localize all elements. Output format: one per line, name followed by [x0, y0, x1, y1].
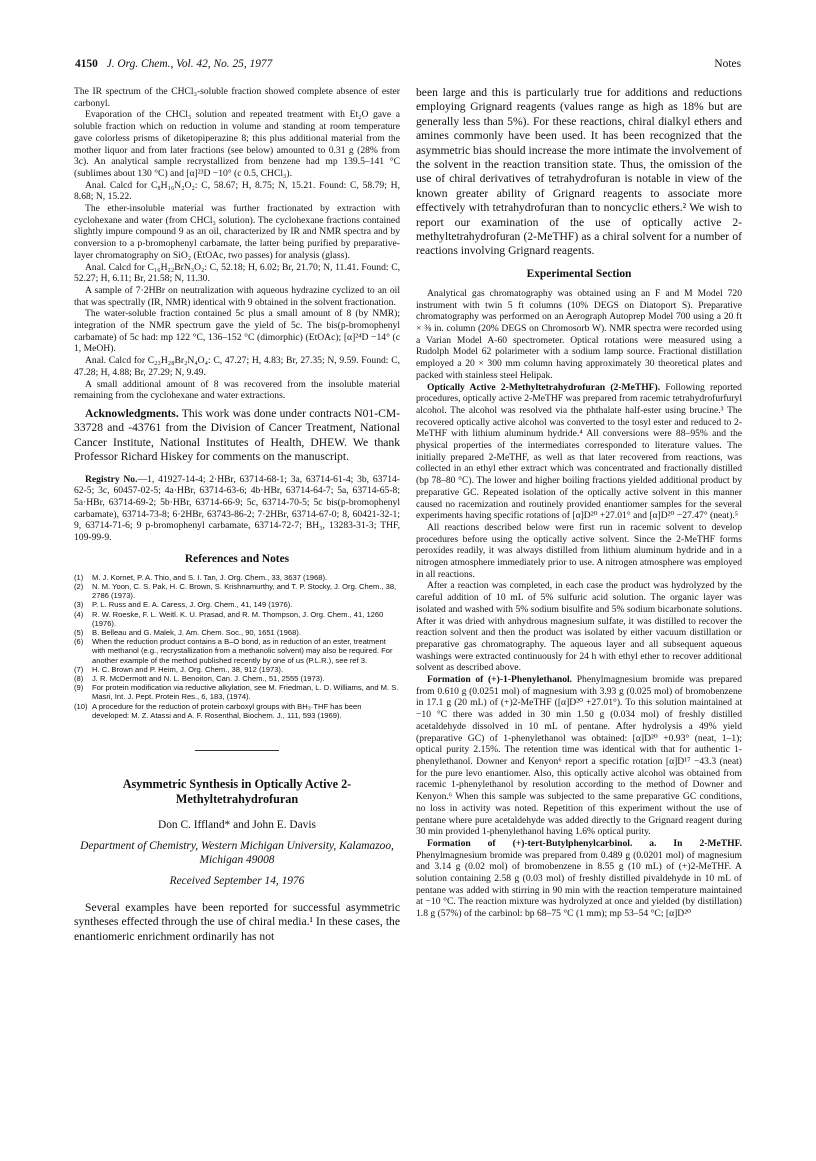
- references-list: [74, 573, 400, 720]
- paragraph: The water-soluble fraction contained 5c plus a small amount of 8 (by NMR); integration of the NMR spectrum gave the yield of 5c. The bis(p-bromophenyl carbamate) of 5c had: mp 122 °C, 136–152 °C (dimorphic) (EtOAc); [α]²⁴D −14° (c 1, MeOH).: [74, 308, 400, 355]
- reference-item: (1) M. J. Kornet, P. A. Thio, and S. I. Tan, J. Org. Chem., 33, 3637 (1968).: [74, 572, 328, 582]
- reference-item: (5) B. Belleau and G. Malek, J. Am. Chem. Soc., 90, 1651 (1968).: [74, 628, 301, 638]
- run-in-heading: Formation of (+)-tert-Butylphenylcarbinol. a. In 2-MeTHF.: [427, 837, 742, 849]
- intro-continued: [416, 86, 742, 259]
- reference-item: (2) N. M. Yoon, C. S. Pak, H. C. Brown, S. Krishnamurthy, and T. P. Stocky, J. Org. Chem., 38, 2786 (1973).: [74, 582, 397, 601]
- paragraph: The ether-insoluble material was further fractionated by extraction with cyclohexane and water (from CHCl₃ solution). The cyclohexane fractions contained slightly impure compound 9 as an oil, characterized by IR and NMR spectra and by conversion to a p-bromophenyl carbamate, the latter being purified by preparative-layer chromatography on SiO₂ (EtOAc, two passes) for analysis (glass).: [74, 203, 400, 261]
- acknowledgments-heading: Acknowledgments.: [85, 406, 179, 420]
- paragraph: Several examples have been reported for successful asymmetric syntheses effected through the use of chiral media.¹ In these cases, the enantiomeric enrichment ordinarily has not: [74, 901, 400, 943]
- paragraph: Anal. Calcd for C₁₆H₂₂BrN₃O₂: C, 52.18; H, 6.02; Br, 21.70; N, 11.41. Found: C, 52.27; H, 6.11; Br, 21.58; N, 11.30.: [74, 261, 400, 285]
- page-number: 4150: [75, 58, 98, 70]
- article-authors: Don C. Iffland* and John E. Davis: [158, 819, 316, 832]
- section-label: Notes: [714, 58, 741, 70]
- author-affiliation: Department of Chemistry, Western Michigan University, Kalamazoo, Michigan 49008: [80, 840, 394, 867]
- acknowledgments-text: This work was done under contracts N01-CM-33728 and -43761 from the Division of Cancer Treatment, National Cancer Institute, National Institutes of Health, DHEW. We thank Professor Richard Hiskey for comments on the manuscript.: [74, 406, 400, 464]
- run-in-heading: Formation of (+)-1-Phenylethanol.: [427, 674, 573, 686]
- reference-item: (7) H. C. Brown and P. Heim, J. Org. Chem., 38, 912 (1973).: [74, 664, 284, 674]
- experimental-section: [416, 288, 742, 920]
- paragraph: After a reaction was completed, in each case the product was hydrolyzed by the careful addition of 10 mL of 5% sulfuric acid solution. The organic layer was isolated and washed with 5% sodium bisulfite and 5% sodium bicarbonate solutions. After it was dried with anhydrous magnesium sulfate, it was distilled to recover the reaction solvent and then the product was isolated by either vacuum distillation or preparative gas chromatography. The aqueous layer and all subsequent aqueous washings were extracted continuously for 24 h with ethyl ether to recover additional solvent as described above.: [416, 580, 742, 674]
- paragraph: Evaporation of the CHCl₃ solution and repeated treatment with Et₂O gave a soluble fraction which on reduction in volume and standing at room temperature gave colorless prisms of diketopiperazine 8; this plus additional material from the mother liquor and from later fractions (see below) amounted to 0.31 g (28% from 3c). An analytical sample recrystallized from benzene had mp 139.5–141 °C (sublimes about 130 °C) and [α]²³D −10° (c 0.5, CHCl₃).: [74, 109, 400, 179]
- right-column: [416, 86, 742, 920]
- acknowledgments: [74, 407, 400, 465]
- registry-numbers: [74, 474, 400, 544]
- article-divider: [195, 750, 279, 751]
- journal-citation: J. Org. Chem., Vol. 42, No. 25, 1977: [106, 58, 273, 70]
- run-in-heading: Optically Active 2-Methyltetrahydrofuran (2-MeTHF).: [427, 381, 661, 393]
- reference-item: (10) A procedure for the reduction of protein carboxyl groups with BH₃·THF has been developed: M. Z. Atassi and A. F. Rosenthal, Biochem. J., 111, 593 (1969).: [74, 701, 362, 720]
- experimental-title: Experimental Section: [526, 267, 632, 280]
- registry-heading: Registry No.: [85, 473, 138, 485]
- reference-item: (9) For protein modification via reductive alkylation, see M. Friedman, L. D. Williams, and M. S. Masri, Int. J. Pept. Protein Res., 6, 183, (1974).: [74, 683, 399, 702]
- left-column: [74, 86, 400, 944]
- references-title: References and Notes: [184, 552, 290, 565]
- paragraph: A sample of 7·2HBr on neutralization with aqueous hydrazine cyclized to an oil that was spectrally (IR, NMR) identical with 9 obtained in the solvent fractionation.: [74, 284, 400, 308]
- reference-item: (8) J. R. McDermott and N. L. Benoiton, Can. J. Chem., 51, 2555 (1973).: [74, 674, 325, 684]
- experimental-continued: [74, 86, 400, 402]
- paragraph: A small additional amount of 8 was recovered from the insoluble material remaining from the cyclohexane and water extractions.: [74, 378, 400, 402]
- running-header: [75, 58, 741, 74]
- paragraph: Analytical gas chromatography was obtained using an F and M Model 720 instrument with twin 5 ft columns (10% DEGS on Diatoport S). Preparative chromatography was performed on an Aerograph Autoprep Model 700 using a 20 ft × ⅜ in. column (20% DEGS on Chromosorb W). NMR spectra were recorded using a Varian Model A-60 spectrometer. Optical rotations were measured using a Rudolph Model 62 polarimeter with a sodium lamp source. Fractional distillation employed a 20 × 300 mm column having approximately 30 theoretical plates and packed with stainless steel Helipak.: [416, 287, 742, 381]
- reference-item: (4) R. W. Roeske, F. L. Weitl. K. U. Prasad, and R. M. Thompson, J. Org. Chem., 41, 1260 (1976).: [74, 609, 384, 628]
- reference-item: (6) When the reduction product contains a B–O bond, as in reduction of an ester, treatment with methanol (e.g., recrystallization from a methanolic solvent) may also be required. For another example of the method published recently by one of us (P.L.R.), see ref 3.: [74, 637, 393, 665]
- paragraph: Optically Active 2-Methyltetrahydrofuran (2-MeTHF). Following reported procedures, optically active 2-MeTHF was prepared from racemic tetrahydrofurfuryl alcohol. The alcohol was resolved via the phthalate half-ester using brucine.³ The recovered optically active alcohol was converted to the tosyl ester and reduced to 2-MeTHF with lithium aluminum hydride.⁴ All conversions were 88–95% and the physical properties of the intermediates corresponded to literature values. The initially prepared 2-MeTHF, as well as that later recovered from reactions, was collected in an ethyl ether extract which was concentrated and fractionally distilled (bp 78–80 °C). The lower and higher boiling fractions yielded additional product by preparative GC. Repeated isolation of the optically active solvent in this manner caused no racemization and routinely provided enantiomer samples for the several experiments having specific rotations of [α]D²⁰ +27.01° and [α]D²⁰ −27.47° (neat).⁵: [416, 381, 742, 522]
- paragraph: Formation of (+)-tert-Butylphenylcarbinol. a. In 2-MeTHF. Phenylmagnesium bromide was prepared from 0.489 g (0.0201 mol) of magnesium and 3.14 g (0.02 mol) of bromobenzene in 8.55 g (10 mL) of (+)2-MeTHF. A solution containing 2.58 g (0.03 mol) of freshly distilled pivaldehyde in 10 mL of pentane was added with stirring in 90 min with the reaction temperature maintained at −10 °C. The reaction mixture was hydrolyzed at once and yielded (by distillation) 1.8 g (57%) of the carbinol: bp 68–75 °C (1 mm); mp 53–54 °C; [α]D²⁰: [416, 837, 742, 920]
- paragraph: The IR spectrum of the CHCl₃-soluble fraction showed complete absence of ester carbonyl.: [74, 86, 400, 109]
- paragraph: All reactions described below were first run in racemic solvent to develop procedures before using the optically active solvent. Since the 2-MeTHF forms peroxides readily, it was always distilled from lithium aluminum hydride and in a nitrogen atmosphere immediately prior to use. A nitrogen atmosphere was employed in all reactions.: [416, 521, 742, 580]
- received-date: Received September 14, 1976: [169, 875, 305, 888]
- paragraph: been large and this is particularly true for additions and reductions employing Grignard reagents (values range as high as 18% but are generally less than 5%). For these reactions, chiral dialkyl ethers and amines commonly have been used. It has been recognized that the asymmetric bias should increase the more intimate the involvement of the solvent in the reaction transition state. Thus, the omission of the use of chiral derivatives of tetrahydrofuran is notable in view of the known greater ability of Grignard reagents to associate more effectively with tetrahydrofuran than to noncyclic ethers.² We wish to report our examination of the use of optically active 2-methyltetrahydrofuran (2-MeTHF) as a chiral solvent for a number of reactions involving Grignard reagents.: [416, 86, 742, 258]
- registry-text: —1, 41927-14-4; 2·HBr, 63714-68-1; 3a, 63714-61-4; 3b, 63714-62-5; 3c, 60457-02-5; 4a·HBr, 63714-63-6; 4b·HBr, 63714-64-7; 5a, 63714-65-8; 5a·HBr, 63714-69-2; 5b·HBr, 63714-66-9; 5c, 63714-70-5; 5c bis(p-bromophenyl carbamate), 63714-73-8; 6·2HBr, 63743-86-2; 7·2HBr, 63714-67-0; 8, 60421-32-1; 9, 63714-71-6; 9 p-bromophenyl carbamate, 63714-72-7; BH₃, 13283-31-3; THF, 109-99-9.: [74, 473, 400, 544]
- header-left: [75, 58, 272, 70]
- reference-item: (3) P. L. Russ and E. A. Caress, J. Org. Chem., 41, 149 (1976).: [74, 600, 293, 610]
- paragraph: Anal. Calcd for C₂₃H₂₈Br₂N₄O₄: C, 47.27; H, 4.83; Br, 27.35; N, 9.59. Found: C, 47.28; H, 4.88; Br, 27.29; N, 9.49.: [74, 355, 400, 378]
- article-title: Asymmetric Synthesis in Optically Active 2-Methyltetrahydrofuran: [122, 777, 352, 807]
- article-intro: [74, 901, 400, 944]
- paragraph: Anal. Calcd for C₈H₁₆N₂O₂: C, 58.67; H, 8.75; N, 15.21. Found: C, 58.79; H, 8.68; N, 15.22.: [74, 179, 400, 203]
- paragraph: Formation of (+)-1-Phenylethanol. Phenylmagnesium bromide was prepared from 0.610 g (0.0251 mol) of magnesium with 3.93 g (0.025 mol) of bromobenzene in 17.1 g (20 mL) of (+)2-MeTHF ([α]D²⁰ +27.01°). To this solution maintained at −10 °C there was added in 30 min 1.50 g (0.034 mol) of freshly distilled acetaldehyde dissolved in 10 mL of pentane. After hydrolysis a 49% yield (preparative GC) of 1-phenylethanol was obtained: [α]D²⁰ +0.93° (neat, 1–1); optical purity 2.15%. The retention time was identical with that for authentic 1-phenylethanol. Downer and Kenyon⁶ report a specific rotation [α]D¹⁷ −43.3 (neat) for the pure levo enantiomer. Also, this optically active alcohol was obtained from racemic 1-phenylethanol by resolution according to the method of Downer and Kenyon.⁶ When this sample was subjected to the same preparative GC conditions, no loss in activity was noted. Repetition of this experiment without the use of pentane where pure acetaldehyde was added directly to the Grignard reagent during 30 min provided 1-phenylethanol having 1.6% optical purity.: [416, 674, 742, 838]
